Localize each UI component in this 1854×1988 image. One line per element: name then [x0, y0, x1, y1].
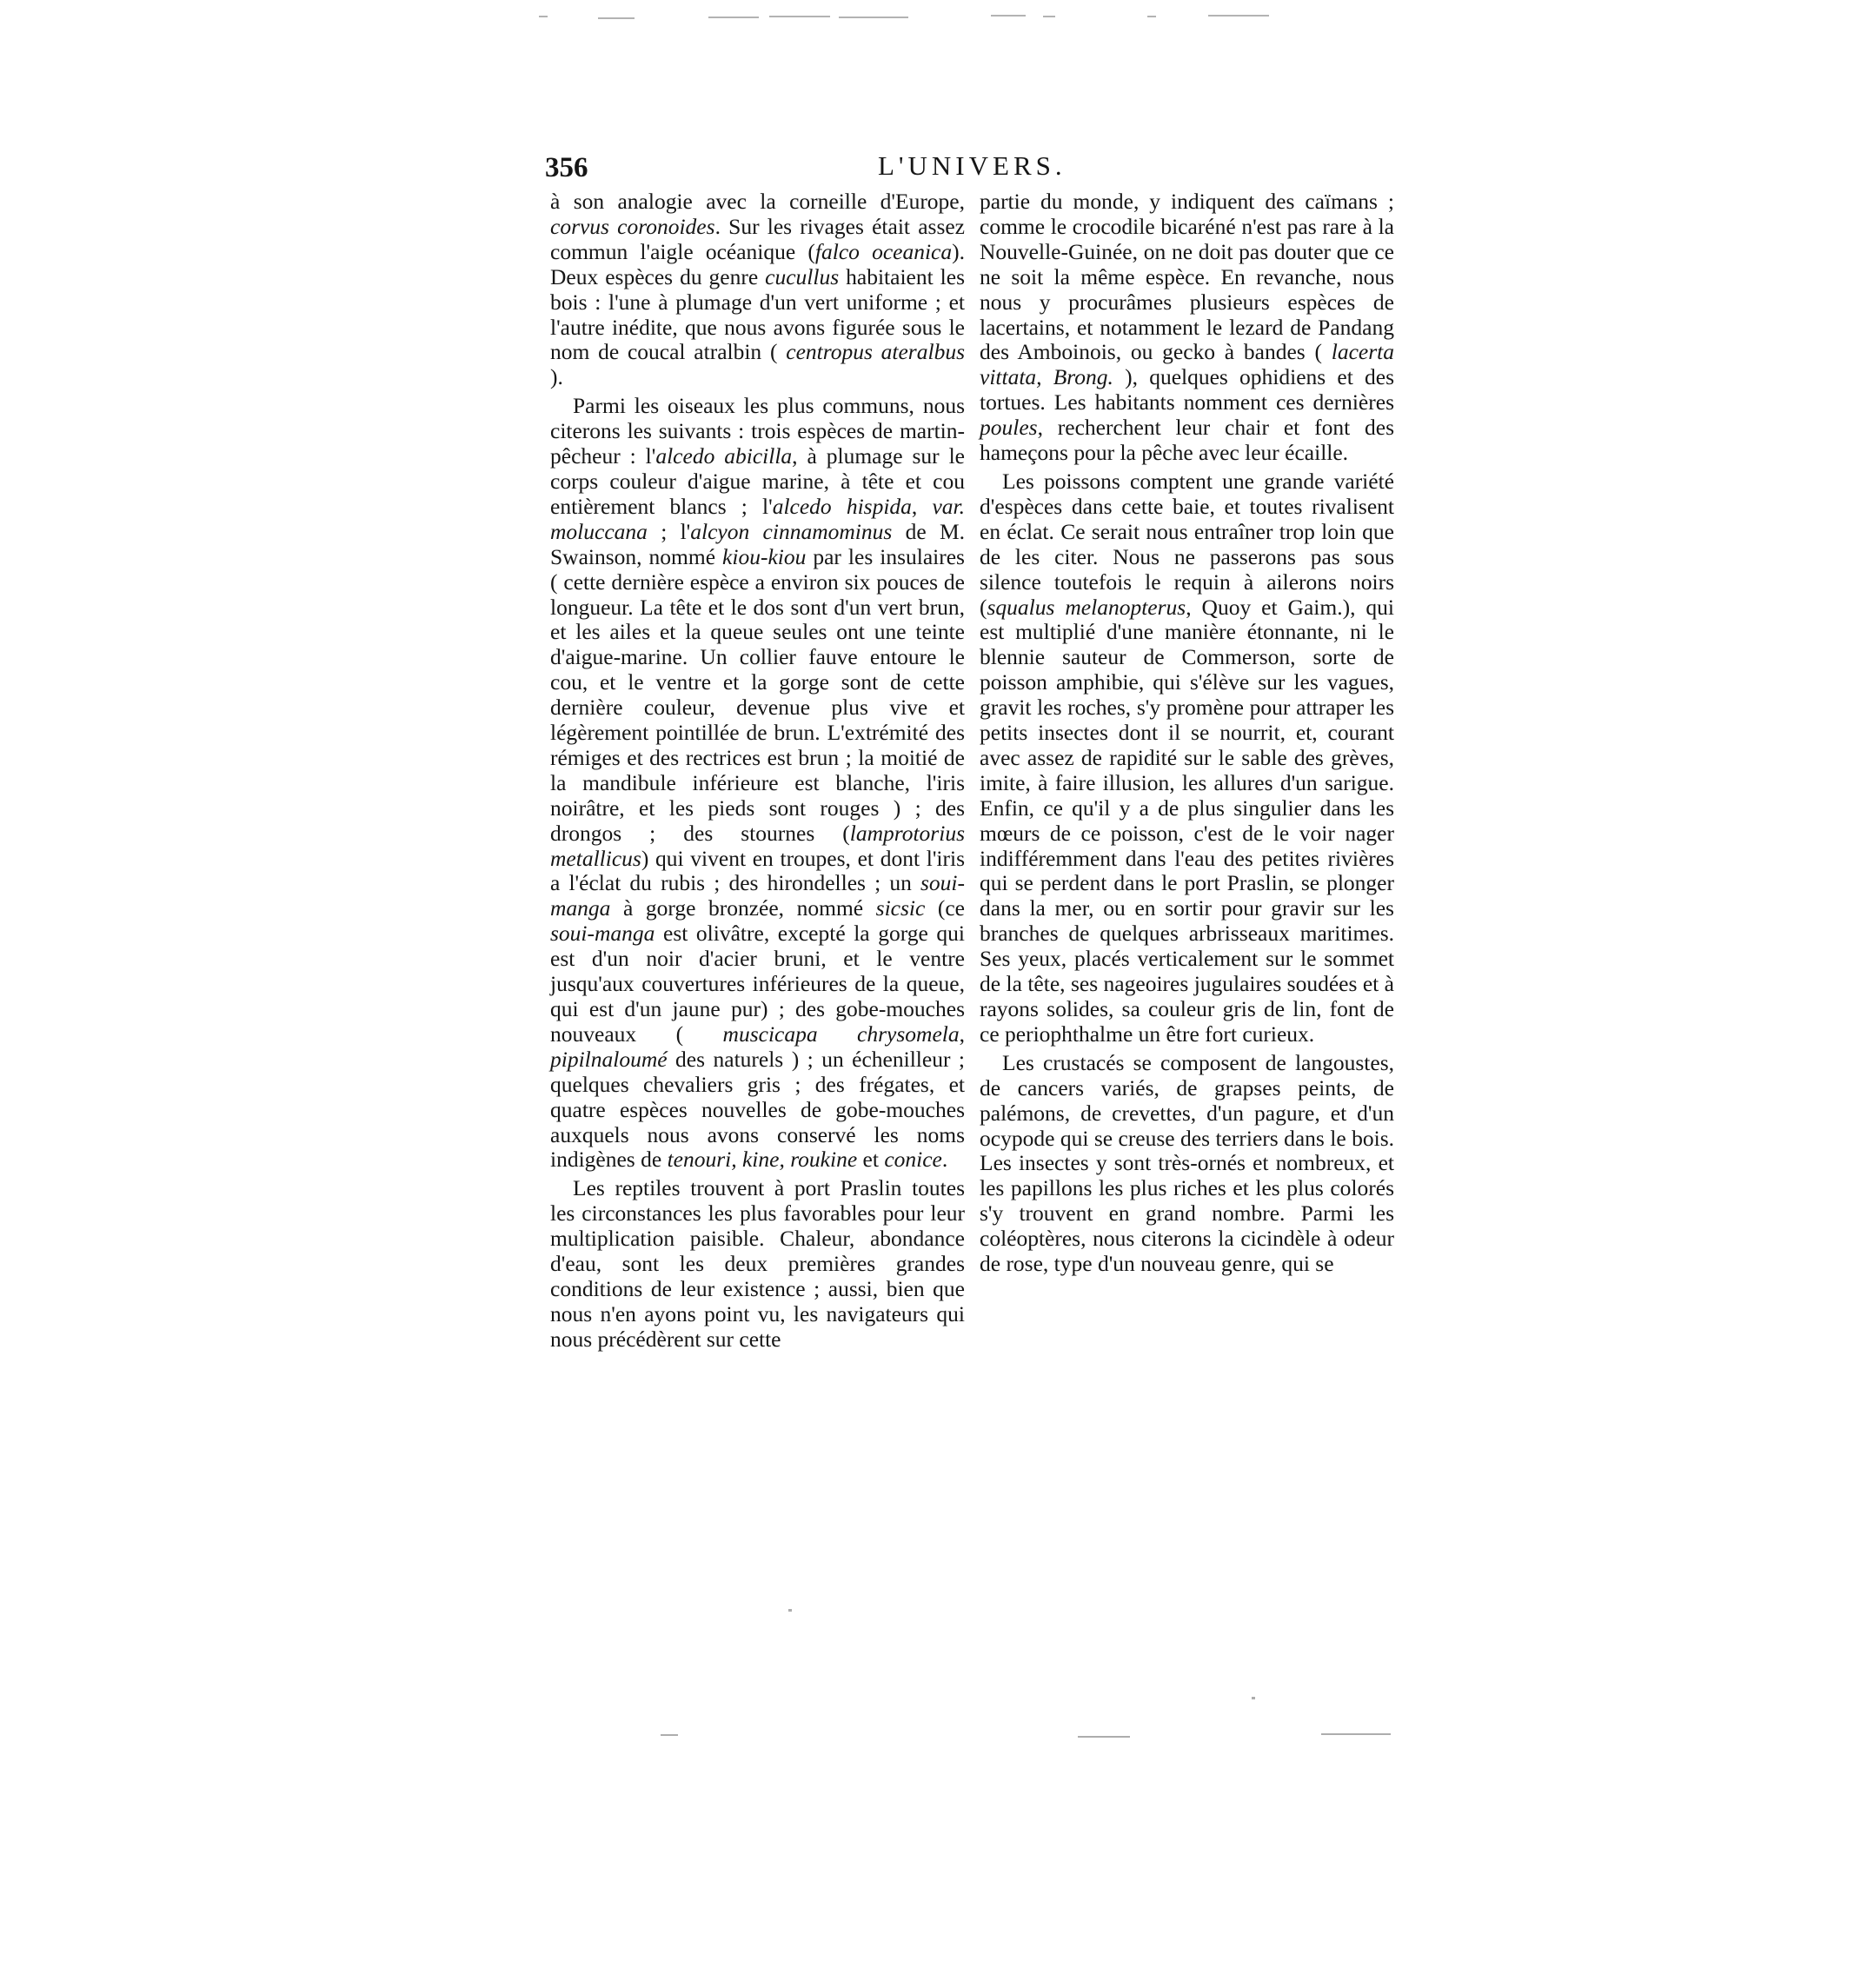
text-run: ; l'	[647, 518, 691, 544]
scan-speck	[1321, 1733, 1391, 1735]
italic-term: cucullus	[765, 263, 840, 289]
paragraph	[980, 189, 1394, 466]
italic-term: soui-manga	[550, 870, 965, 921]
italic-term: alcedo hispida	[772, 493, 912, 519]
italic-term: lacerta vittata, Brong.	[980, 339, 1394, 390]
text-run: est olivâtre, excepté la gorge qui est d'un noir d'acier bruni, et le ventre jusqu'aux couvertures inférieures de la queue, qui est d'un jaune pur) ; des gobe-mouches nouveaux (	[550, 921, 965, 1047]
running-title: L'UNIVERS.	[878, 150, 1067, 181]
italic-term: poules	[980, 415, 1038, 441]
italic-term: alcyon cinnamominus	[690, 518, 893, 544]
text-run: , à plumage sur le corps couleur d'aigue marine, à tête et cou entièrement blancs ; l'	[550, 443, 965, 519]
italic-term: pipilnaloumé	[550, 1046, 668, 1072]
text-run: par les insulaires ( cette dernière espèce a environ six pouces de longueur. La tête et le dos sont d'un vert brun, et les ailes et la queue seules ont une teinte d'aigue-marine. Un collier fauve entoure le cou, et le ventre et la gorge sont de cette dernière couleur, devenue plus vive et légèrement pointillée de brun. L'extrémité des rémiges et des rectrices est brun ; la moitié de la mandibule inférieure est blanche, l'iris noirâtre, et les pieds sont rouges ) ; des drongos ; des stournes (	[550, 543, 965, 846]
text-run: ,	[959, 1021, 965, 1047]
italic-term: muscicapa chrysomela	[722, 1021, 960, 1047]
text-run: ,	[911, 493, 933, 519]
text-run: , Quoy et Gaim.), qui est multiplié d'une manière étonnante, ni le blennie sauteur de Commerson, sorte de poisson amphibie, qui s'élève sur les vagues, gravit les roches, s'y promène pour attraper les petits insectes dont il se nourrit, et, courant avec assez de rapidité sur le sable des grèves, imite, à faire illusion, les allures d'un sarigue. Enfin, ce qu'il y a de plus singulier dans les mœurs de ce poisson, c'est de le voir nager indifféremment dans l'eau des petites rivières qui se perdent dans le port Praslin, se plonger dans la mer, ou en sortir pour gravir sur les branches de quelques arbrisseaux maritimes. Ses yeux, placés verticalement sur le sommet de la tête, ses nageoires jugulaires soudées et à rayons solides, sa couleur gris de lin, font de ce periophthalme un être fort curieux.	[980, 594, 1394, 1047]
text-run: de M. Swainson, nommé	[550, 518, 965, 569]
scan-speck	[661, 1734, 678, 1736]
scan-artifact	[708, 17, 759, 18]
text-run: ). Deux espèces du genre	[550, 238, 965, 289]
scan-artifact	[1043, 16, 1055, 17]
italic-term: tenouri, kine, roukine	[667, 1147, 858, 1173]
scan-speck	[1252, 1697, 1255, 1699]
page-number: 356	[545, 152, 588, 183]
text-run: partie du monde, y indiquent des caïmans ; comme le crocodile bicaréné n'est pas rare à la Nouvelle-Guinée, on ne doit pas douter que ce ne soit la même espèce. En revanche, nous nous y procurâmes plusieurs espèces de lacertains, et notamment le lezard de Pandang des Amboinois, ou gecko à bandes (	[980, 189, 1394, 365]
paragraph	[550, 1176, 965, 1352]
italic-term: alcedo abicilla	[655, 443, 793, 469]
italic-term: sicsic	[875, 895, 926, 921]
text-run: ) qui vivent en troupes, et dont l'iris a l'éclat du rubis ; des hirondelles ; un	[550, 845, 965, 896]
scan-artifact	[1208, 15, 1269, 17]
paragraph	[980, 1051, 1394, 1277]
text-run: et	[857, 1147, 885, 1173]
text-run: ).	[550, 364, 563, 390]
italic-term: conice	[884, 1147, 942, 1173]
italic-term: var. moluccana	[550, 493, 965, 544]
scan-artifact	[1147, 16, 1156, 17]
paragraph	[550, 189, 965, 390]
text-run: (ce	[925, 895, 965, 921]
paragraph	[980, 469, 1394, 1047]
scan-artifact	[598, 17, 635, 19]
text-run: à son analogie avec la corneille d'Europe,	[550, 189, 965, 214]
text-run: à gorge bronzée, nommé	[610, 895, 876, 921]
italic-term: kiou-kiou	[722, 543, 807, 569]
italic-term: soui-manga	[550, 921, 655, 947]
text-run: .	[941, 1147, 948, 1173]
scan-artifact	[539, 16, 548, 17]
text-run: . Sur les rivages était assez commun l'aigle océanique (	[550, 213, 966, 264]
italic-term: falco oceanica	[814, 238, 953, 264]
text-run: Les reptiles trouvent à port Praslin toutes les circonstances les plus favorables pour leur multiplication paisible. Chaleur, abondance d'eau, sont les deux premières grandes conditions de leur existence ; aussi, bien que nous n'en ayons point vu, les navigateurs qui nous précédèrent sur cette	[550, 1175, 965, 1352]
scan-artifact	[839, 17, 908, 18]
text-run: des naturels ) ; un échenilleur ; quelques chevaliers gris ; des frégates, et quatre espèces nouvelles de gobe-mouches auxquels nous avons conservé les noms indigènes de	[550, 1046, 965, 1173]
italic-term: squalus melanopterus	[987, 594, 1186, 620]
paragraph	[550, 394, 965, 1173]
text-run: Les poissons comptent une grande variété d'espèces dans cette baie, et toutes rivalisent en éclat. Ce serait nous entraîner trop loin que de les citer. Nous ne passerons pas sous silence toutefois le requin à ailerons noirs (	[980, 468, 1394, 620]
italic-term: centropus ateralbus	[786, 339, 965, 365]
scan-speck	[788, 1609, 792, 1612]
italic-term: corvus coronoides	[550, 213, 715, 239]
text-run: , recherchent leur chair et font des hameçons pour la pêche avec leur écaille.	[980, 415, 1394, 466]
text-run: habitaient les bois : l'une à plumage d'un vert uniforme ; et l'autre inédite, que nous avons figurée sous le nom de coucal atralbin (	[550, 263, 965, 365]
text-run: Parmi les oiseaux les plus communs, nous citerons les suivants : trois espèces de martin-pêcheur : l'	[550, 393, 965, 469]
scan-artifact	[769, 16, 830, 17]
text-run: Les crustacés se composent de langoustes, de cancers variés, de grapses peints, de palémons, de crevettes, d'un pagure, et d'un ocypode qui se creuse des terriers dans le bois. Les insectes y sont très-ornés et nombreux, et les papillons les plus riches et les plus colorés s'y trouvent en grand nombre. Parmi les coléoptères, nous citerons la cicindèle à odeur de rose, type d'un nouveau genre, qui se	[980, 1049, 1394, 1277]
scan-artifact	[991, 15, 1026, 17]
right-column	[980, 189, 1394, 1277]
text-run: ), quelques ophidiens et des tortues. Les habitants nomment ces dernières	[980, 364, 1394, 416]
left-column	[550, 189, 965, 1353]
scan-speck	[1078, 1736, 1130, 1738]
italic-term: lamprotorius metallicus	[550, 820, 965, 871]
